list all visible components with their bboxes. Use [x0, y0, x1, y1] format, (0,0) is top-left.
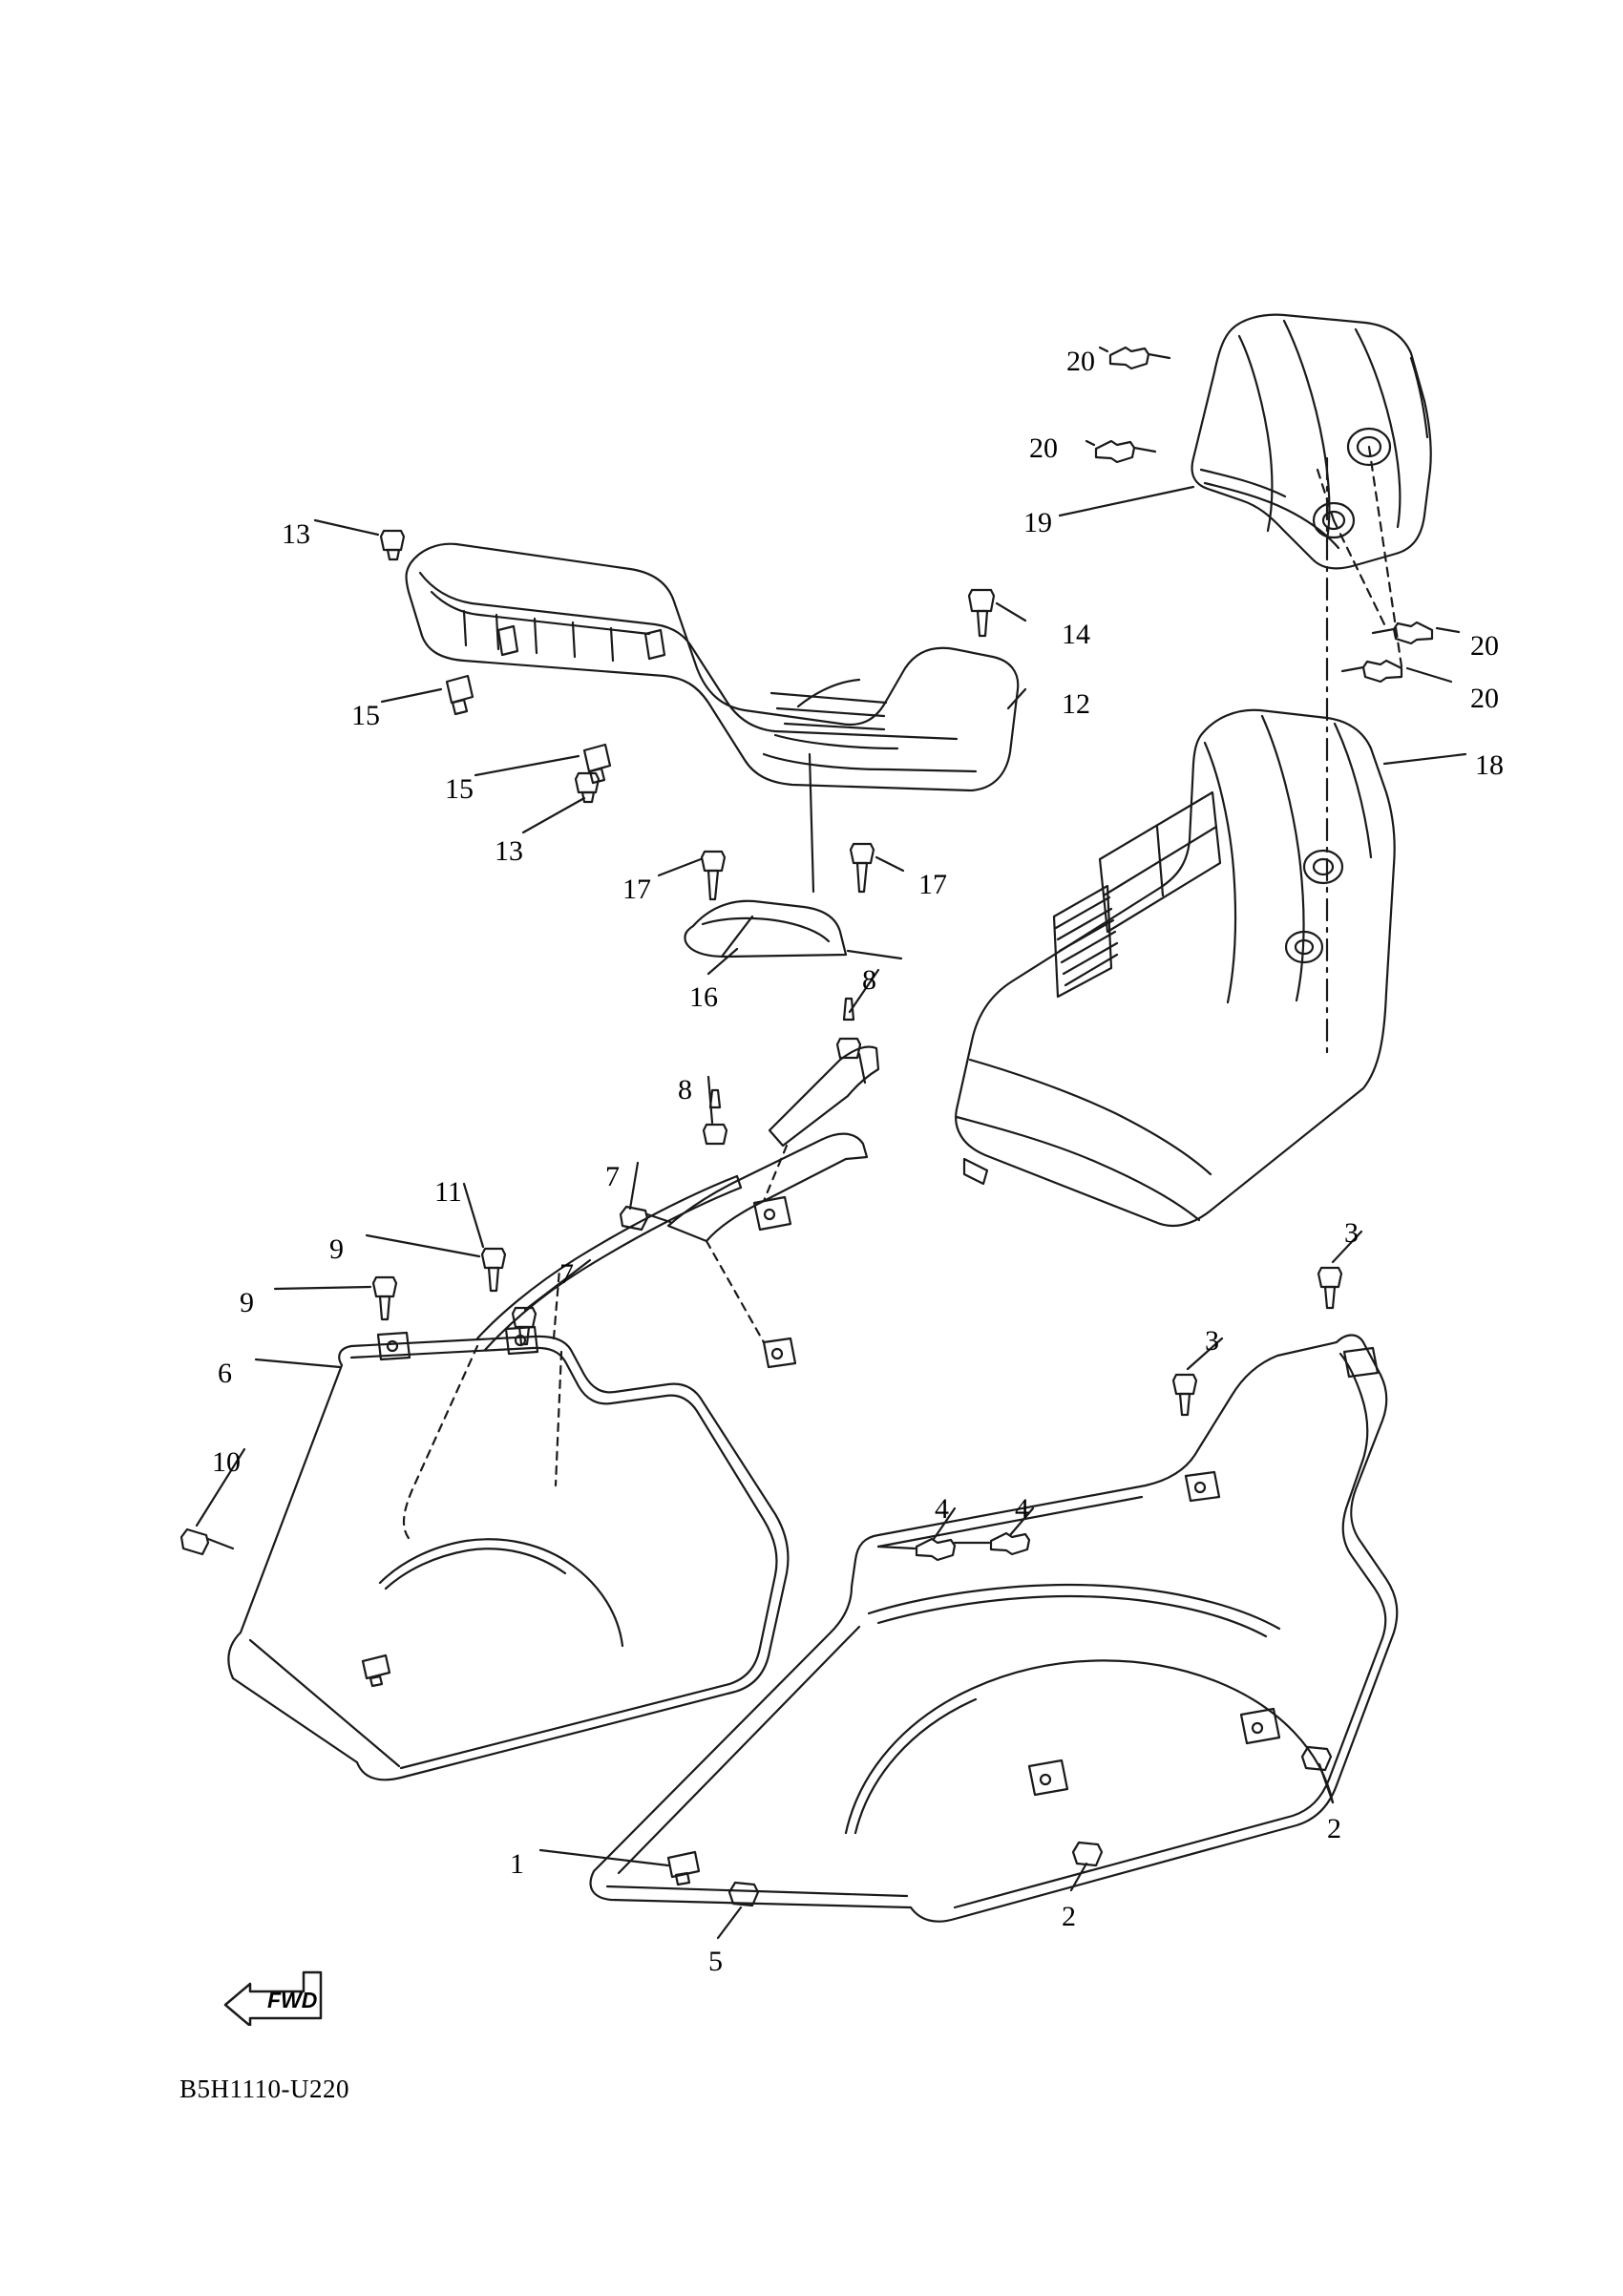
- callout-10: 10: [212, 1446, 241, 1478]
- callout-17-right: 17: [918, 869, 947, 900]
- part-12-duct: [407, 544, 1019, 790]
- bolt-2-a: [1302, 1747, 1331, 1770]
- callout-4-left: 4: [935, 1493, 949, 1525]
- callout-16: 16: [689, 981, 718, 1013]
- bolt-13-b: [576, 773, 599, 802]
- bolt-10: [181, 1529, 233, 1554]
- bolt-9-b: [373, 1277, 396, 1319]
- bolt-5: [729, 1883, 758, 1906]
- bolt-17-b: [851, 844, 874, 892]
- bolt-20-c: [1373, 622, 1432, 643]
- part-18-vent: [1054, 792, 1220, 997]
- part-18-tab: [964, 1159, 987, 1184]
- part-18-cover: [956, 710, 1395, 1226]
- part-19-cover: [1192, 315, 1431, 569]
- bolt-20-a: [1110, 348, 1170, 369]
- bolt-3-b: [1173, 1375, 1196, 1415]
- callout-13-upper: 13: [282, 518, 310, 550]
- callout-14: 14: [1062, 619, 1090, 650]
- callout-9-upper: 9: [329, 1233, 344, 1265]
- callout-15-upper: 15: [351, 700, 380, 731]
- part-16-scoop: [685, 901, 901, 958]
- callout-3-right: 3: [1344, 1217, 1359, 1249]
- callout-4-right: 4: [1015, 1493, 1029, 1525]
- part-1-brackets: [1029, 1348, 1378, 1795]
- bolt-20-d: [1342, 661, 1402, 682]
- callout-15-lower: 15: [445, 773, 474, 805]
- bolt-14: [969, 590, 994, 636]
- callout-20-right-lower: 20: [1470, 683, 1499, 714]
- bolt-4-b: [955, 1533, 1029, 1554]
- part-6-cover: [228, 1337, 788, 1780]
- callout-8-lower: 8: [678, 1074, 692, 1106]
- callout-6: 6: [218, 1358, 232, 1389]
- callout-3-left: 3: [1205, 1325, 1219, 1357]
- part-1-cover: [591, 1336, 1398, 1922]
- callout-20-top: 20: [1066, 346, 1095, 377]
- clip-15-a: [447, 676, 473, 714]
- bolt-17-a: [702, 852, 725, 899]
- bolt-9-a: [482, 1249, 505, 1291]
- callout-5: 5: [708, 1946, 723, 1977]
- callout-1: 1: [510, 1848, 524, 1880]
- bolt-4-a: [878, 1539, 955, 1560]
- callout-11: 11: [434, 1176, 462, 1208]
- part-7-bracket: [668, 1134, 867, 1241]
- bolt-2-b: [1073, 1843, 1102, 1865]
- callout-7-lower: 7: [559, 1258, 574, 1290]
- callout-20-right-upper: 20: [1470, 630, 1499, 662]
- bolt-3-a: [1318, 1268, 1341, 1308]
- callout-12: 12: [1062, 688, 1090, 720]
- part-18-holes: [1286, 851, 1342, 962]
- callout-2-right: 2: [1327, 1813, 1341, 1844]
- bolt-20-b: [1096, 441, 1155, 462]
- callout-17-left: 17: [622, 874, 651, 905]
- callout-19: 19: [1023, 507, 1052, 538]
- callout-8-upper: 8: [862, 964, 876, 996]
- bolt-13-a: [381, 531, 404, 559]
- callout-18: 18: [1475, 749, 1504, 781]
- callout-20-second: 20: [1029, 432, 1058, 464]
- callout-2-left: 2: [1062, 1901, 1076, 1932]
- fwd-label: FWD: [267, 1988, 318, 2012]
- part-12-fins: [771, 693, 886, 729]
- callout-9-lower: 9: [240, 1287, 254, 1318]
- part-19-holes: [1314, 429, 1390, 537]
- callout-13-lower: 13: [495, 835, 523, 867]
- part-8-strip: [769, 1047, 878, 1147]
- diagram-code: B5H1110-U220: [179, 2075, 349, 2103]
- bolt-8-lower: [704, 1090, 727, 1144]
- callout-7-upper: 7: [605, 1161, 620, 1192]
